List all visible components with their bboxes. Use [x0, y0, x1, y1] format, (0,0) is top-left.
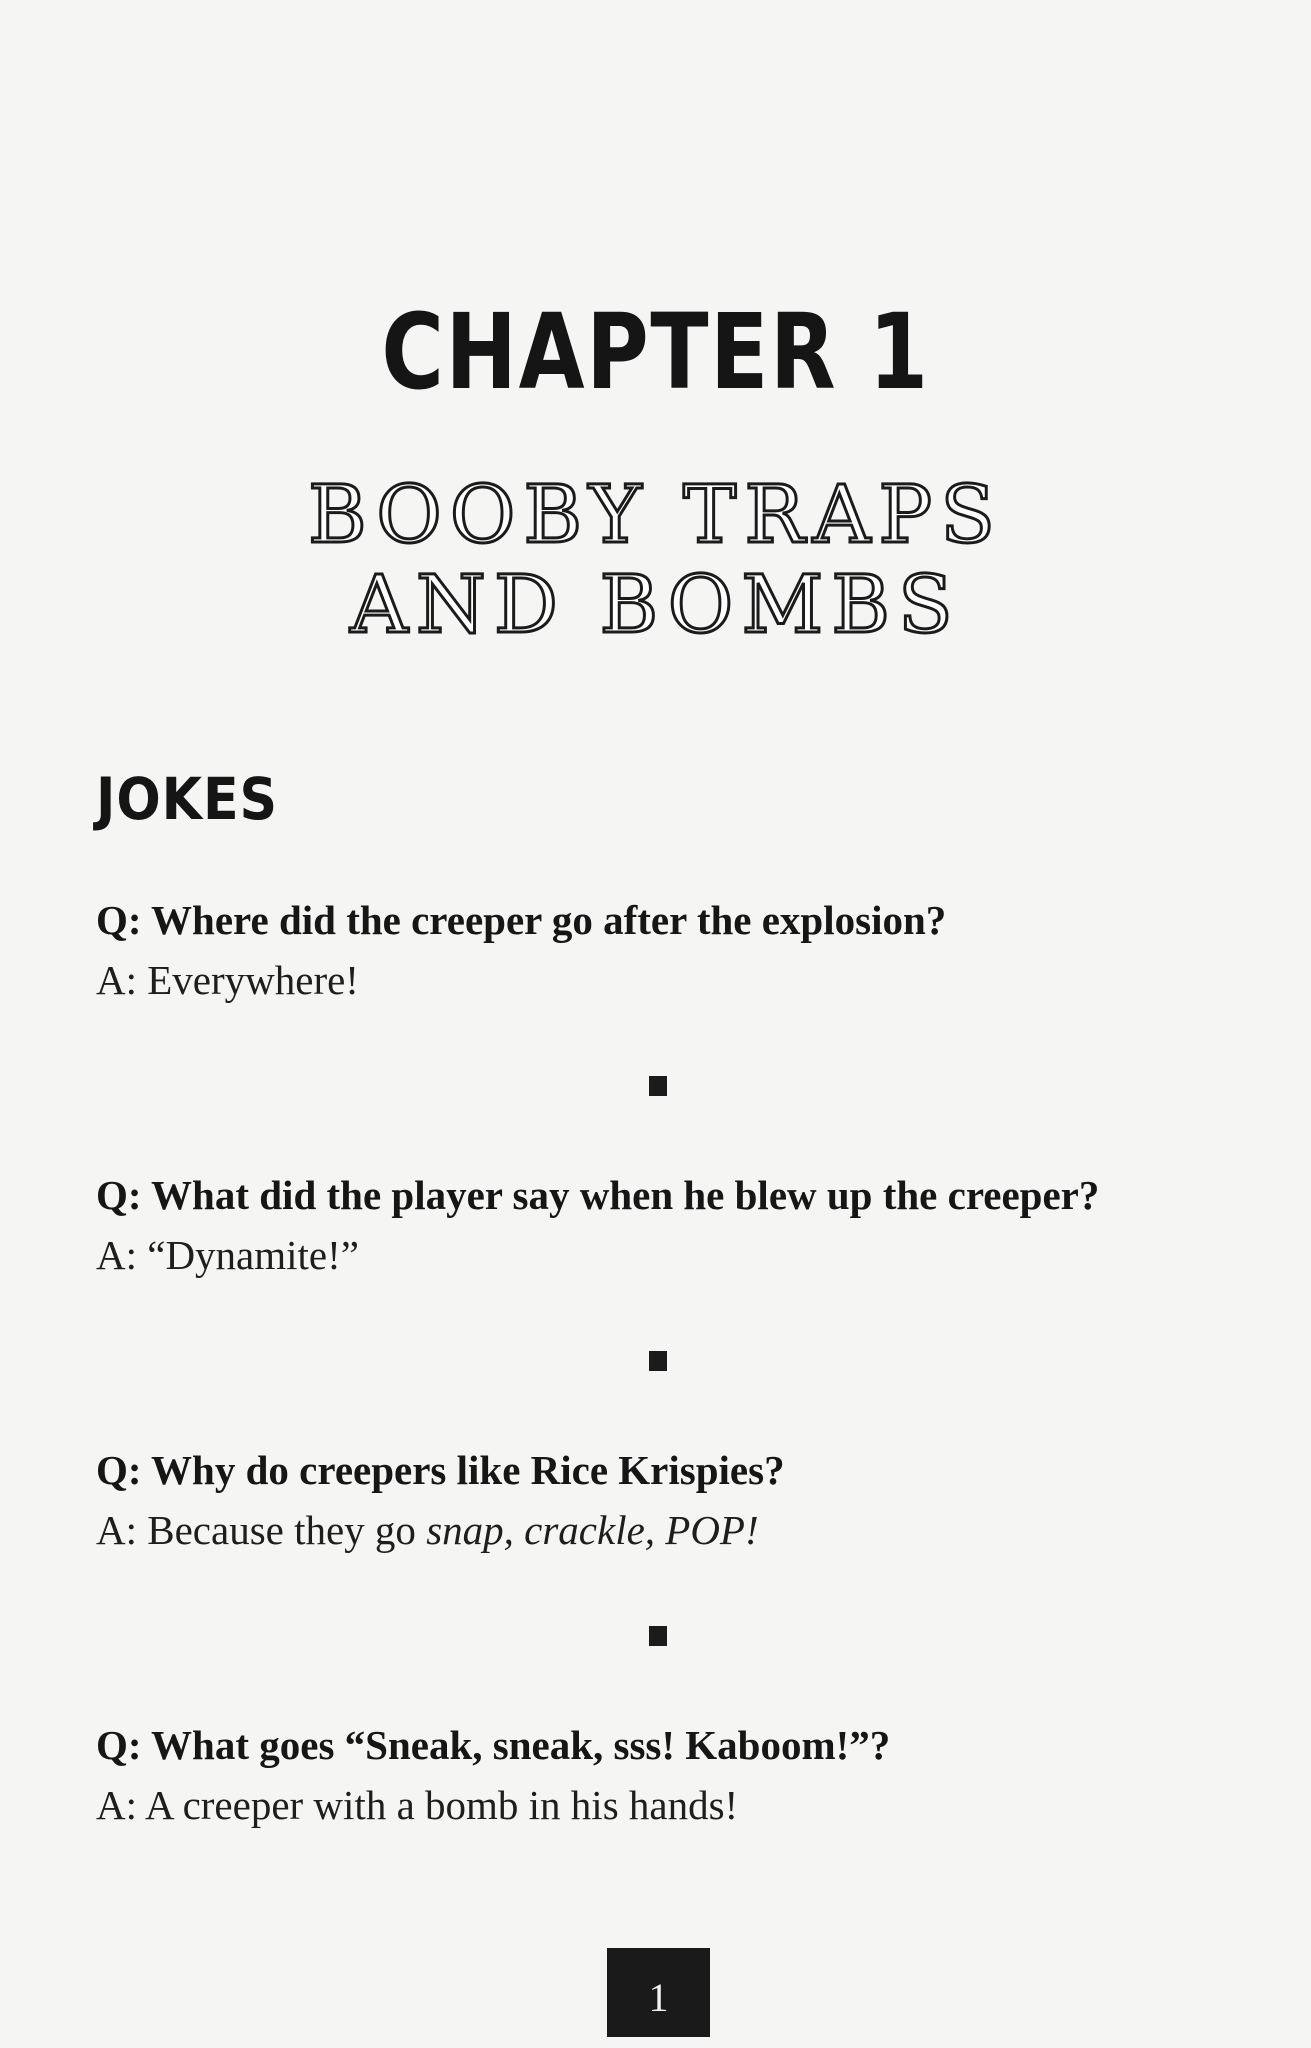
joke-answer: A: A creeper with a bomb in his hands!	[96, 1782, 739, 1828]
joke-answer-italic: snap, crackle, POP!	[426, 1507, 759, 1553]
joke-separator	[96, 1010, 1246, 1165]
section-heading: JOKES	[96, 765, 279, 833]
page-number: 1	[607, 1948, 710, 2037]
chapter-subtitle-line-2: AND BOMBS	[350, 558, 961, 651]
joke-question: Q: Where did the creeper go after the explosion?	[96, 897, 947, 943]
joke-answer: A: Everywhere!	[96, 957, 359, 1003]
separator-square-icon	[649, 1351, 667, 1371]
joke-separator	[96, 1285, 1246, 1440]
jokes-list	[96, 890, 1246, 1835]
joke-answer	[96, 1500, 1246, 1560]
joke-question: Q: Why do creepers like Rice Krispies?	[96, 1447, 785, 1493]
joke-item	[96, 1440, 1246, 1560]
joke-answer: A: “Dynamite!”	[96, 1232, 359, 1278]
separator-square-icon	[649, 1076, 667, 1096]
chapter-title: CHAPTER 1	[381, 291, 930, 413]
joke-item	[96, 1165, 1246, 1285]
joke-item	[96, 1715, 1246, 1835]
joke-question: Q: What did the player say when he blew up the creeper?	[96, 1172, 1100, 1218]
joke-question: Q: What goes “Sneak, sneak, sss! Kaboom!”?	[96, 1722, 891, 1768]
joke-item	[96, 890, 1246, 1010]
joke-separator	[96, 1560, 1246, 1715]
chapter-subtitle	[0, 470, 1311, 650]
joke-answer-text: A: Because they go	[96, 1507, 427, 1553]
chapter-subtitle-line-1: BOOBY TRAPS	[307, 468, 1004, 561]
separator-square-icon	[649, 1626, 667, 1646]
